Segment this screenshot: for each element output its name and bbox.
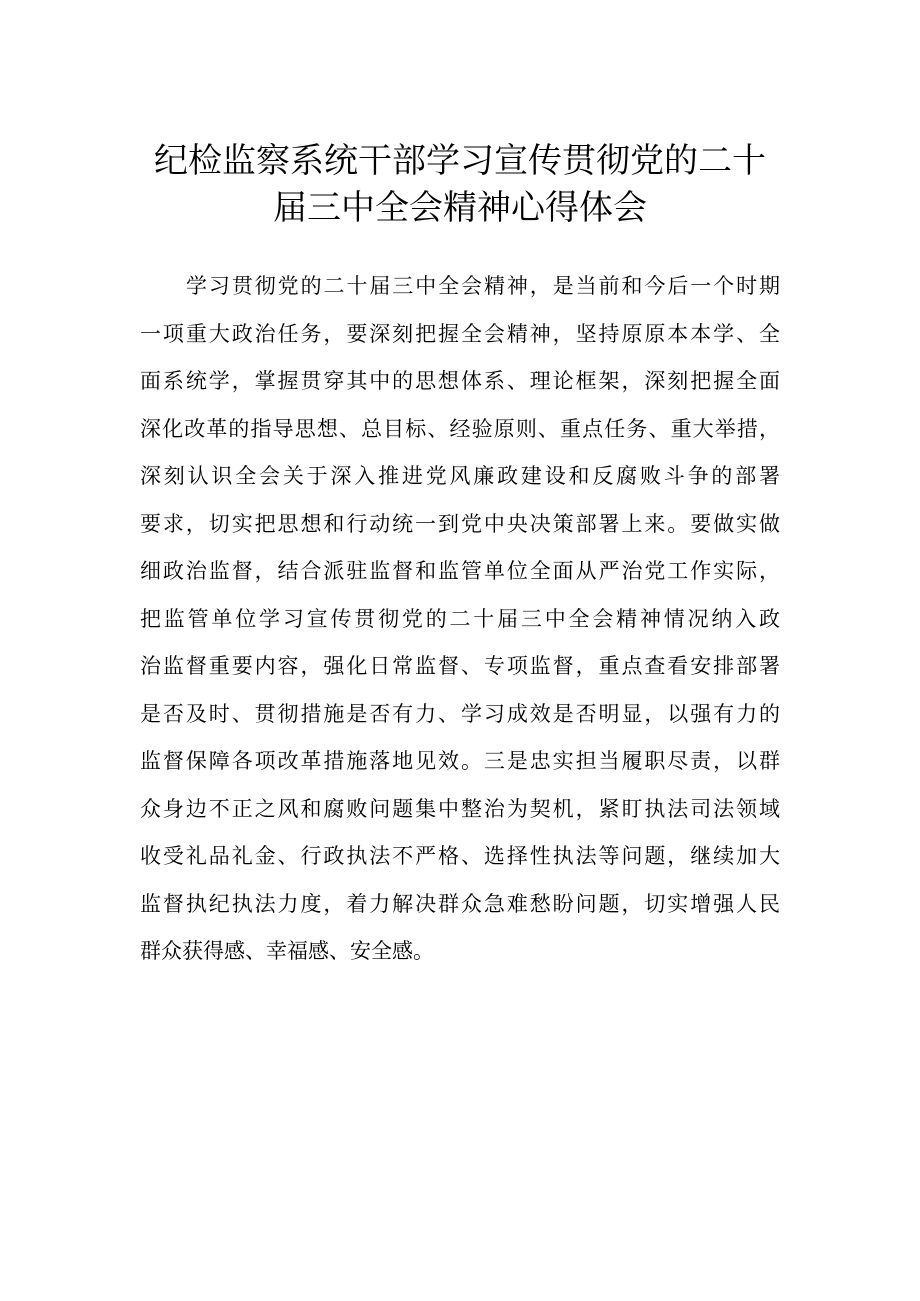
paragraph-line: 是否及时、贯彻措施是否有力、学习成效是否明显，以强有力的 [140,701,780,726]
paragraph-line: 学习贯彻党的二十届三中全会精神，是当前和今后一个时期 [186,274,780,298]
paragraph-line: 监督执纪执法力度，着力解决群众急难愁盼问题，切实增强人民 [140,891,780,916]
title-line-1: 纪检监察系统干部学习宣传贯彻党的二十 [154,141,766,181]
paragraph-line: 监督保障各项改革措施落地见效。三是忠实担当履职尽责，以群 [140,749,780,773]
paragraph-line: 群众获得感、幸福感、安全感。 [140,939,434,963]
paragraph-line: 细政治监督，结合派驻监督和监管单位全面从严治党工作实际， [140,559,780,583]
title-line-2: 届三中全会精神心得体会 [273,188,647,228]
paragraph-line: 面系统学，掌握贯穿其中的思想体系、理论框架，深刻把握全面 [140,369,780,393]
paragraph-line: 治监督重要内容，强化日常监督、专项监督，重点查看安排部署 [140,654,780,678]
paragraph-line: 收受礼品礼金、行政执法不严格、选择性执法等问题，继续加大 [140,844,780,868]
paragraph-line: 深刻认识全会关于深入推进党风廉政建设和反腐败斗争的部署 [140,464,780,488]
document-title [120,138,800,232]
paragraph-line: 把监管单位学习宣传贯彻党的二十届三中全会精神情况纳入政 [140,606,780,631]
paragraph-line: 一项重大政治任务，要深刻把握全会精神，坚持原原本本学、全 [140,321,780,346]
paragraph-line: 深化改革的指导思想、总目标、经验原则、重点任务、重大举措， [140,416,780,441]
paragraph-line: 众身边不正之风和腐败问题集中整治为契机，紧盯执法司法领域 [140,796,780,821]
body-paragraph [140,263,780,976]
paragraph-line: 要求，切实把思想和行动统一到党中央决策部署上来。要做实做 [140,511,780,536]
